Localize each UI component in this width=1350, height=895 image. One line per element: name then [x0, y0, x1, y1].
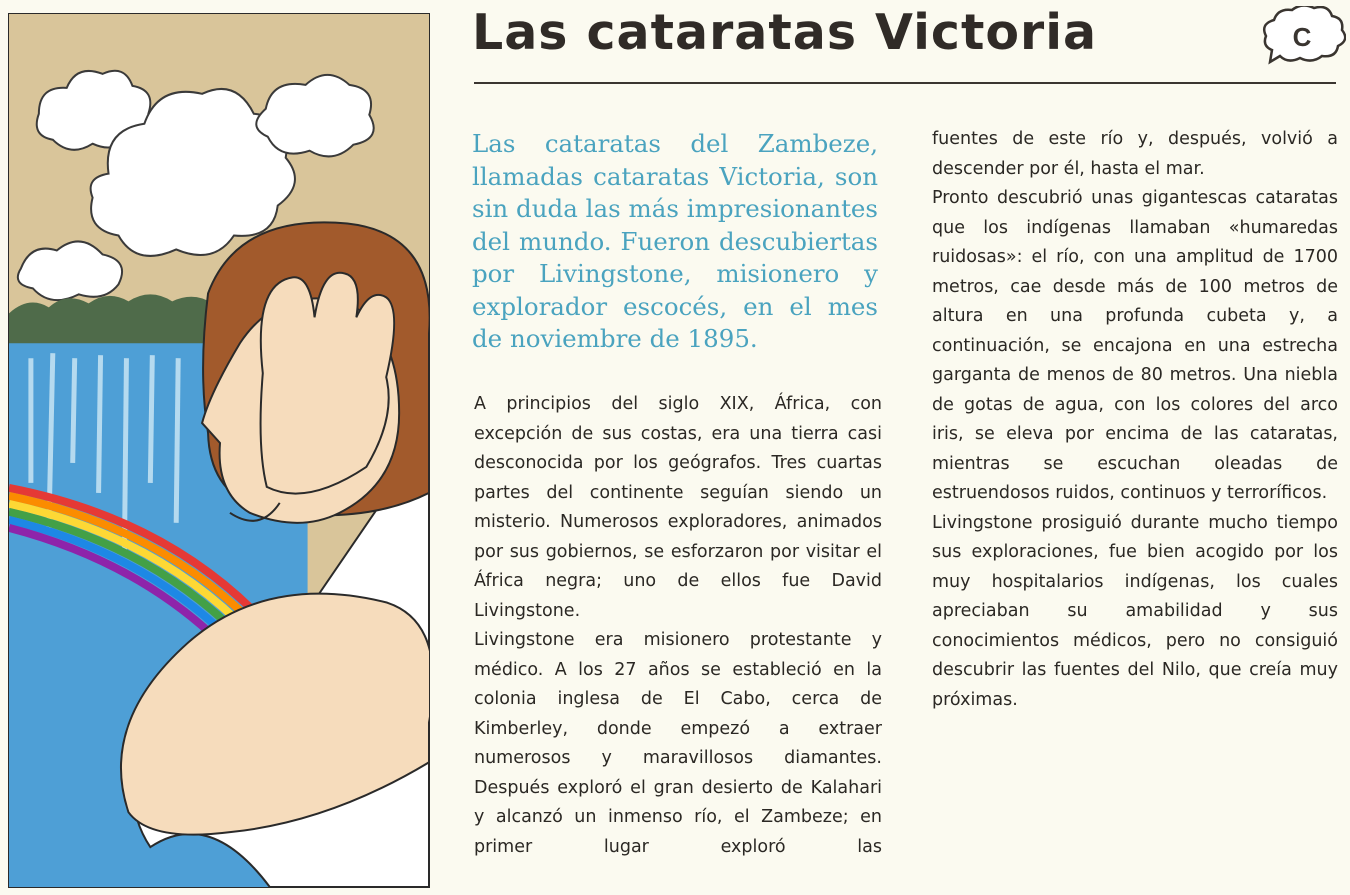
body-column-left [474, 390, 882, 862]
illustration-livingstone-falls [8, 13, 430, 888]
body-paragraph: Livingstone era misionero protestante y médico. A los 27 años se estableció en la colonia inglesa de El Cabo, cerca de Kimberley, donde empezó a extraer numerosos y maravillosos diamantes. Después exploró el gran desierto de Kalahari y alcanzó un inmenso río, el Zambeze; en primer lugar exploró las [474, 630, 882, 857]
body-paragraph: A principios del siglo XIX, África, con excepción de sus costas, era una tierra casi desconocida por los geógrafos. Tres cuartas partes del continente seguían siendo un misterio. Numerosos exploradores, animados por sus gobiernos, se esforzaron por visitar el África negra; uno de ellos fue David Livingstone. [474, 394, 882, 621]
body-paragraph: Pronto descubrió unas gigantescas cataratas que los indígenas llamaban «humaredas ruidosas»: el río, con una amplitud de 1700 metros, cae desde más de 100 metros de altura en una profunda cubeta y, a continuación, se encajona en una estrecha garganta de menos de 80 metros. Una niebla de gotas de agua, con los colores del arco iris, se eleva por encima de las cataratas, mientras se escuchan oleadas de estruendosos ruidos, continuos y terroríficos. [932, 188, 1338, 503]
title-underline [474, 82, 1336, 84]
body-paragraph: Livingstone prosiguió durante mucho tiempo sus exploraciones, fue bien acogido por los muy hospitalarios indígenas, los cuales apreciaban su amabilidad y sus conocimientos médicos, pero no consiguió descubrir las fuentes del Nilo, que creía muy próximas. [932, 512, 1338, 710]
body-column-right [932, 125, 1338, 715]
intro-paragraph: Las cataratas del Zambeze, llamadas cataratas Victoria, son sin duda las más impresionantes del mundo. Fueron descubiertas por Livingstone, misionero y explorador escocés, en el mes de noviembre de 1895. [472, 129, 878, 353]
page-title: Las cataratas Victoria [472, 4, 1098, 61]
category-badge-c-icon [1258, 6, 1346, 68]
falls-rainbow-illustration [9, 14, 429, 887]
body-paragraph: fuentes de este río y, después, volvió a descender por él, hasta el mar. [932, 129, 1338, 179]
badge-letter: C [1292, 22, 1312, 52]
